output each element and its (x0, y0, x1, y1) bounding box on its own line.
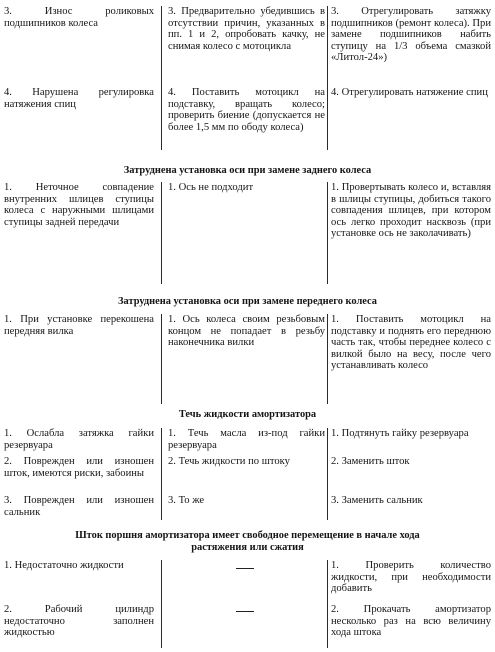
symptom-cell: 2. Течь жидкости по штоку (168, 456, 290, 467)
remedy-cell: 1. Провертывать колесо и, вставляя в шлицы ступицы, добиться такого совпадения шлицев, при котором ось легко проходит насквозь (при установке ось не заколачивать) (331, 182, 491, 240)
empty-dash (236, 611, 254, 612)
remedy-cell: 3. Отрегулировать затяжку подшипников (ремонт колеса). При замене подшипников набить ступицу на 1/3 объема смазкой «Литол-24») (331, 6, 491, 64)
section-heading: Шток поршня амортизатора имеет свободное перемещение в начале хода растяжения или сжатия (75, 530, 420, 553)
section-heading: Затруднена установка оси при замене переднего колеса (118, 296, 377, 307)
fault-cell: 4. Нарушена регулировка натяжения спиц (4, 87, 154, 110)
empty-dash (236, 568, 254, 569)
fault-cell: 1. Недостаточно жидкости (4, 560, 124, 571)
fault-cell: 3. Износ роликовых подшипников колеса (4, 6, 154, 29)
symptom-cell: 1. Ось колеса своим резьбовым концом не попадает в резьбу наконечника вилки (168, 314, 325, 349)
remedy-cell: 1. Проверить количество жидкости, при необходимости добавить (331, 560, 491, 595)
column-divider (327, 428, 328, 520)
remedy-cell: 4. Отрегулировать натяжение спиц (331, 87, 488, 98)
remedy-cell: 1. Поставить мотоцикл на подставку и поднять его переднюю часть так, чтобы переднее колесо с вилкой было на весу, после чего устанавливать колесо (331, 314, 491, 372)
symptom-cell: 4. Поставить мотоцикл на подставку, вращать колесо; проверить биение (допускается не более 1,5 мм по ободу колеса) (168, 87, 325, 133)
remedy-cell: 2. Заменить шток (331, 456, 410, 467)
fault-cell: 3. Поврежден или изношен сальник (4, 495, 154, 518)
symptom-cell: 3. То же (168, 495, 205, 506)
fault-cell: 2. Поврежден или изношен шток, имеются риски, забоины (4, 456, 154, 479)
column-divider (161, 314, 162, 404)
column-divider (161, 560, 162, 648)
section-heading: Течь жидкости амортизатора (178, 409, 317, 420)
fault-cell: 1. Неточное совпадение внутренних шлицев ступицы колеса с наружными шлицами ступицы задней передачи (4, 182, 154, 228)
symptom-cell: 3. Предварительно убедившись в отсутствии причин, указанных в пп. 1 и 2, опробовать качку, не снимая колесо с мотоцикла (168, 6, 325, 52)
remedy-cell: 1. Подтянуть гайку резервуара (331, 428, 469, 439)
column-divider (327, 560, 328, 648)
section-heading: Затруднена установка оси при замене заднего колеса (123, 165, 372, 176)
symptom-cell: 1. Течь масла из-под гайки резервуара (168, 428, 325, 451)
remedy-cell: 3. Заменить сальник (331, 495, 423, 506)
symptom-cell: 1. Ось не подходит (168, 182, 254, 193)
column-divider (327, 182, 328, 284)
remedy-cell: 2. Прокачать амортизатор несколько раз на всю величину хода штока (331, 604, 491, 639)
fault-cell: 1. При установке перекошена передняя вилка (4, 314, 154, 337)
column-divider (327, 314, 328, 404)
column-divider (161, 6, 162, 150)
column-divider (161, 182, 162, 284)
fault-cell: 1. Ослабла затяжка гайки резервуара (4, 428, 154, 451)
column-divider (327, 6, 328, 150)
column-divider (161, 428, 162, 520)
fault-cell: 2. Рабочий цилиндр недостаточно заполнен жидкостью (4, 604, 154, 639)
